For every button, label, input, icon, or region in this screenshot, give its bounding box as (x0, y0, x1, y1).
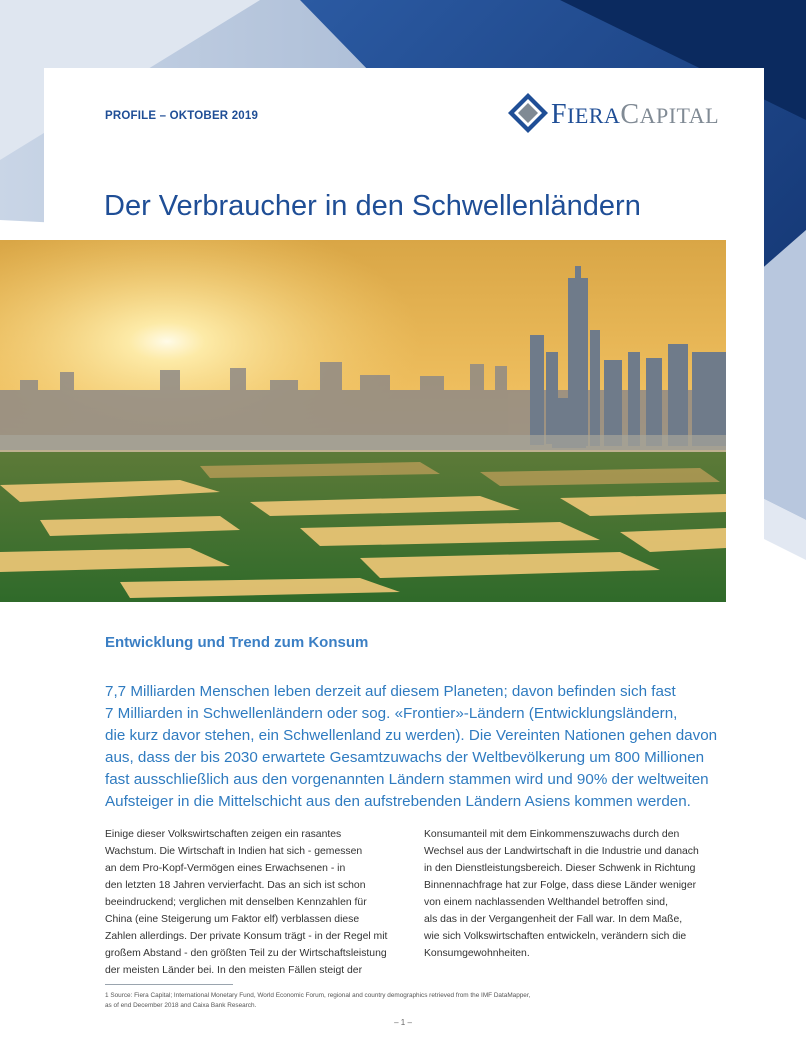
logo-initial-c: C (620, 99, 640, 130)
body-line: Wachstum. Die Wirtschaft in Indien hat sich - gemessen (105, 846, 363, 857)
body-line: Binnennachfrage hat zur Folge, dass diese Länder weniger (424, 880, 697, 891)
body-line: China (eine Steigerung um Faktor elf) verblassen diese (105, 914, 360, 925)
body-line: Zahlen allerdings. Der private Konsum trägt - in der Regel mit (105, 931, 388, 942)
body-line: Wechsel aus der Landwirtschaft in die Industrie und danach (424, 846, 699, 857)
document-title: Der Verbraucher in den Schwellenländern (104, 190, 641, 222)
lead-line: die kurz davor stehen, ein Schwellenland zu werden). Die Vereinten Nationen gehen davon (105, 727, 718, 744)
body-line: Konsumanteil mit dem Einkommenszuwachs durch den (424, 829, 680, 840)
section-heading: Entwicklung und Trend zum Konsum (105, 634, 369, 651)
footnote (105, 991, 530, 1011)
lead-line: aus, dass der bis 2030 erwartete Gesamtzuwachs der Weltbevölkerung um 800 Millionen (105, 749, 705, 766)
fiera-capital-logo-text (551, 99, 719, 131)
logo-part-iera: IERA (567, 103, 621, 128)
body-line: von einem nachlassenden Welthandel betroffen sind, (424, 897, 668, 908)
logo-initial-f: F (551, 99, 568, 130)
hero-city-sunset-image (0, 240, 726, 602)
lead-line: fast ausschließlich aus den vorgenannten Ländern stammen wird und 90% der weltweiten (105, 771, 709, 788)
profile-date-label: PROFILE – OKTOBER 2019 (105, 110, 259, 122)
lead-paragraph (105, 681, 735, 813)
body-column-right (424, 826, 724, 962)
lead-line: 7 Milliarden in Schwellenländern oder sog. «Frontier»-Ländern (Entwicklungsländern, (105, 705, 678, 722)
logo-part-apital: APITAL (639, 103, 720, 128)
footnote-divider (105, 984, 233, 985)
body-line: Einige dieser Volkswirtschaften zeigen ein rasantes (105, 829, 342, 840)
body-line: in den Dienstleistungsbereich. Dieser Schwenk in Richtung (424, 863, 696, 874)
body-line: wie sich Volkswirtschaften entwickeln, verändern sich die (424, 931, 687, 942)
body-column-left (105, 826, 405, 979)
body-line: der meisten Länder bei. In den meisten Fällen steigt der (105, 965, 363, 976)
page-number: – 1 – (394, 1018, 412, 1027)
body-line: den letzten 18 Jahren vervierfacht. Das an sich ist schon (105, 880, 366, 891)
lead-line: 7,7 Milliarden Menschen leben derzeit auf diesem Planeten; davon befinden sich fast (105, 683, 676, 700)
body-line: beeindruckend; verglichen mit denselben Kennzahlen für (105, 897, 367, 908)
footnote-line: 1 Source: Fiera Capital; International Monetary Fund, World Economic Forum, regional and country demographics retrieved from the IMF DataMapper, (105, 992, 531, 999)
body-line: als das in der Vergangenheit der Fall war. In dem Maße, (424, 914, 683, 925)
body-line: an dem Pro-Kopf-Vermögen eines Erwachsenen - in (105, 863, 346, 874)
body-line: großem Abstand - den größten Teil zu der Wirtschaftsleistung (105, 948, 387, 959)
lead-line: Aufsteiger in die Mittelschicht aus den aufstrebenden Ländern Asiens kommen werden. (105, 793, 691, 810)
footnote-line: as of end December 2018 and Caixa Bank Research. (105, 1002, 257, 1009)
body-line: Konsumgewohnheiten. (424, 948, 530, 959)
